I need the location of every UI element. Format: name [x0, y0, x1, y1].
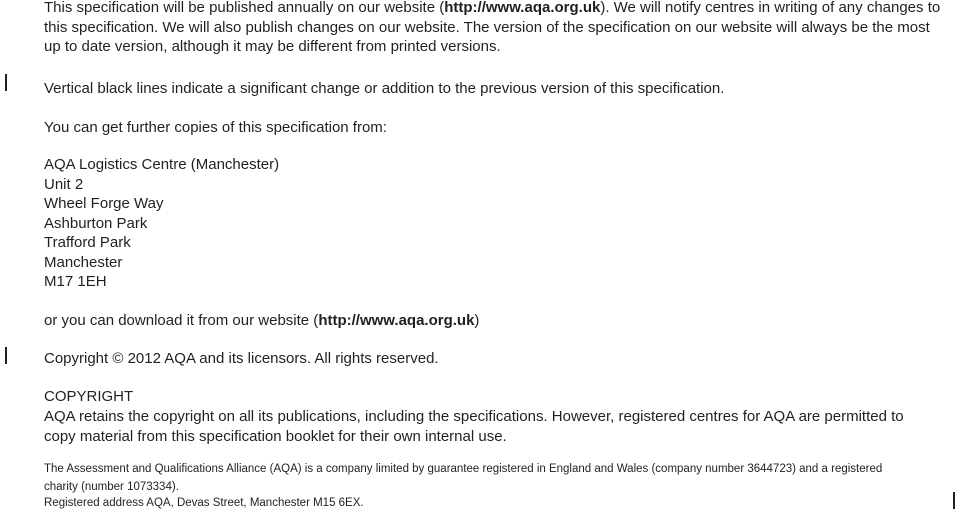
- download-website-link[interactable]: http://www.aqa.org.uk: [318, 312, 475, 329]
- change-bar: [5, 347, 7, 364]
- address-line: Ashburton Park: [44, 214, 148, 232]
- address-line: Trafford Park: [44, 234, 131, 251]
- address-line: M17 1EH: [44, 273, 107, 290]
- download-suffix: ): [474, 312, 480, 329]
- company-statement: The Assessment and Qualifications Alliance (AQA) is a company limited by guarantee registered in England and Wales (company number 3644723) and a registered charity (number 1073334).: [44, 463, 883, 493]
- address-line: AQA Logistics Centre (Manchester): [44, 156, 280, 173]
- address-block: [44, 155, 279, 292]
- change-note: Vertical black lines indicate a significant change or addition to the previous version of this specification.: [44, 80, 725, 97]
- website-link[interactable]: http://www.aqa.org.uk: [444, 0, 601, 16]
- copyright-line: Copyright © 2012 AQA and its licensors. All rights reserved.: [44, 350, 439, 367]
- address-line: Manchester: [44, 253, 123, 271]
- intro-text-end: ). We will notify centres in writing of any changes to this specification. We will also publish changes on our website. The version of the specification on our website will always be the most up to date version, although it may be different from printed versions.: [44, 0, 941, 55]
- intro-paragraph: [44, 0, 944, 57]
- registered-address: Registered address AQA, Devas Street, Manchester M15 6EX.: [44, 497, 364, 509]
- copies-intro: You can get further copies of this specification from:: [44, 119, 387, 136]
- download-prefix: or you can download it from our website (: [44, 312, 319, 329]
- copyright-text: AQA retains the copyright on all its publications, including the specifications. However, registered centres for AQA are permitted to copy material from this specification booklet for their own internal use.: [44, 408, 904, 445]
- address-line: Unit 2: [44, 175, 84, 193]
- intro-text-start: This specification will be published annually on our website (: [44, 0, 445, 16]
- change-bar: [5, 74, 7, 91]
- address-line: Wheel Forge Way: [44, 195, 164, 212]
- change-bar: [953, 492, 955, 509]
- download-line: [44, 311, 479, 331]
- copyright-heading: COPYRIGHT: [44, 388, 134, 405]
